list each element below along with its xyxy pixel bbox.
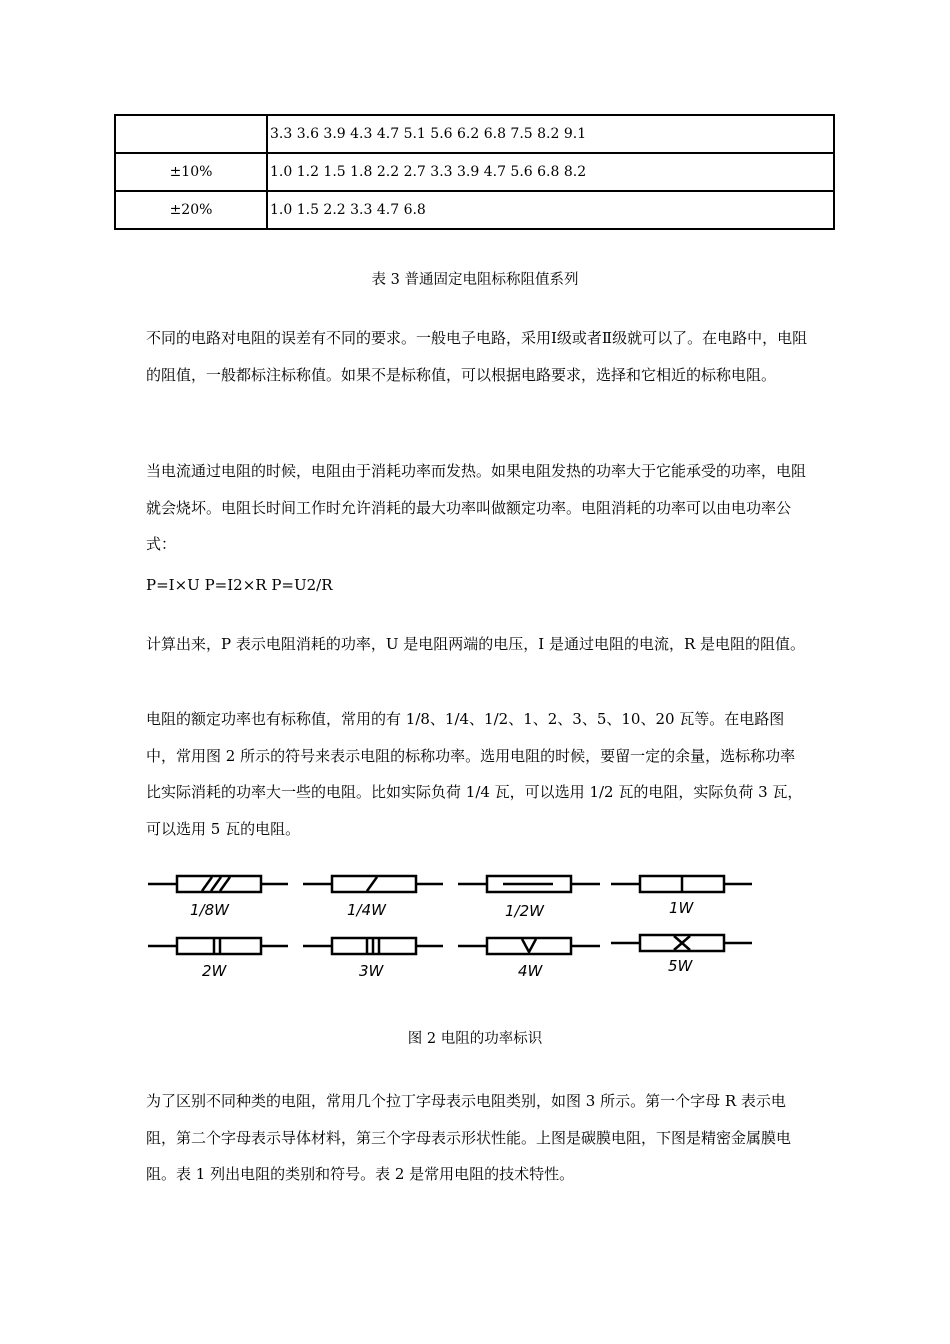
label-5w: 5W <box>668 957 693 975</box>
figure-caption: 图 2 电阻的功率标识 <box>407 1031 543 1047</box>
symbol-3w <box>303 938 443 954</box>
values-cell: 1.0 1.5 2.2 3.3 4.7 6.8 <box>267 191 834 229</box>
symbol-2w <box>148 938 288 954</box>
tolerance-cell <box>115 115 267 153</box>
label-4w: 4W <box>518 962 543 980</box>
label-1-8w: 1/8W <box>190 901 229 919</box>
paragraph-tolerance: 不同的电路对电阻的误差有不同的要求。一般电子电路，采用Ⅰ级或者Ⅱ级就可以了。在电路中，电阻的阻值，一般都标注标称值。如果不是标称值，可以根据电路要求，选择和它相近的标称电阻。 <box>146 329 808 384</box>
values-cell: 1.0 1.2 1.5 1.8 2.2 2.7 3.3 3.9 4.7 5.6 6.8 8.2 <box>267 153 834 191</box>
table-row <box>115 115 834 153</box>
values-cell: 3.3 3.6 3.9 4.3 4.7 5.1 5.6 6.2 6.8 7.5 8.2 9.1 <box>267 115 834 153</box>
label-1-4w: 1/4W <box>347 901 386 919</box>
symbol-1-8w <box>148 876 288 892</box>
label-2w: 2W <box>202 962 227 980</box>
paragraph-rated-power: 电阻的额定功率也有标称值，常用的有 1/8、1/4、1/2、1、2、3、5、10、20 瓦等。在电路图中，常用图 2 所示的符号来表示电阻的标称功率。选用电阻的时候，要留一定的余量，选标称功率比实际消耗的功率大一些的电阻。比如实际负荷 1/4 瓦，可以选用 1/2 瓦的电阻，实际负荷 3 瓦，可以选用 5 瓦的电阻。 <box>146 710 803 838</box>
symbol-4w <box>458 938 600 954</box>
symbol-1w <box>611 876 752 892</box>
symbol-5w <box>611 935 752 951</box>
power-formula: P=I×U P=I2×R P=U2/R <box>146 576 333 594</box>
label-1-2w: 1/2W <box>505 902 544 920</box>
paragraph-resistor-types: 为了区别不同种类的电阻，常用几个拉丁字母表示电阻类别，如图 3 所示。第一个字母 R 表示电阻，第二个字母表示导体材料，第三个字母表示形状性能。上图是碳膜电阻，下图是精密金属膜电阻。表 1 列出电阻的类别和符号。表 2 是常用电阻的技术特性。 <box>146 1092 792 1183</box>
resistance-table <box>114 114 835 230</box>
label-3w: 3W <box>359 962 384 980</box>
table-caption: 表 3 普通固定电阻标称阻值系列 <box>371 272 579 288</box>
paragraph-formula-explanation: 计算出来，P 表示电阻消耗的功率，U 是电阻两端的电压，I 是通过电阻的电流，R 是电阻的阻值。 <box>146 635 806 653</box>
paragraph-power: 当电流通过电阻的时候，电阻由于消耗功率而发热。如果电阻发热的功率大于它能承受的功率，电阻就会烧坏。电阻长时间工作时允许消耗的最大功率叫做额定功率。电阻消耗的功率可以由电功率公式： <box>146 462 807 553</box>
table-row <box>115 153 834 191</box>
tolerance-cell: ±10% <box>115 153 267 191</box>
label-1w: 1W <box>669 899 694 917</box>
symbol-1-2w <box>458 876 600 892</box>
table-row <box>115 191 834 229</box>
symbol-1-4w <box>303 876 443 892</box>
power-symbols-figure <box>140 865 760 985</box>
tolerance-cell: ±20% <box>115 191 267 229</box>
